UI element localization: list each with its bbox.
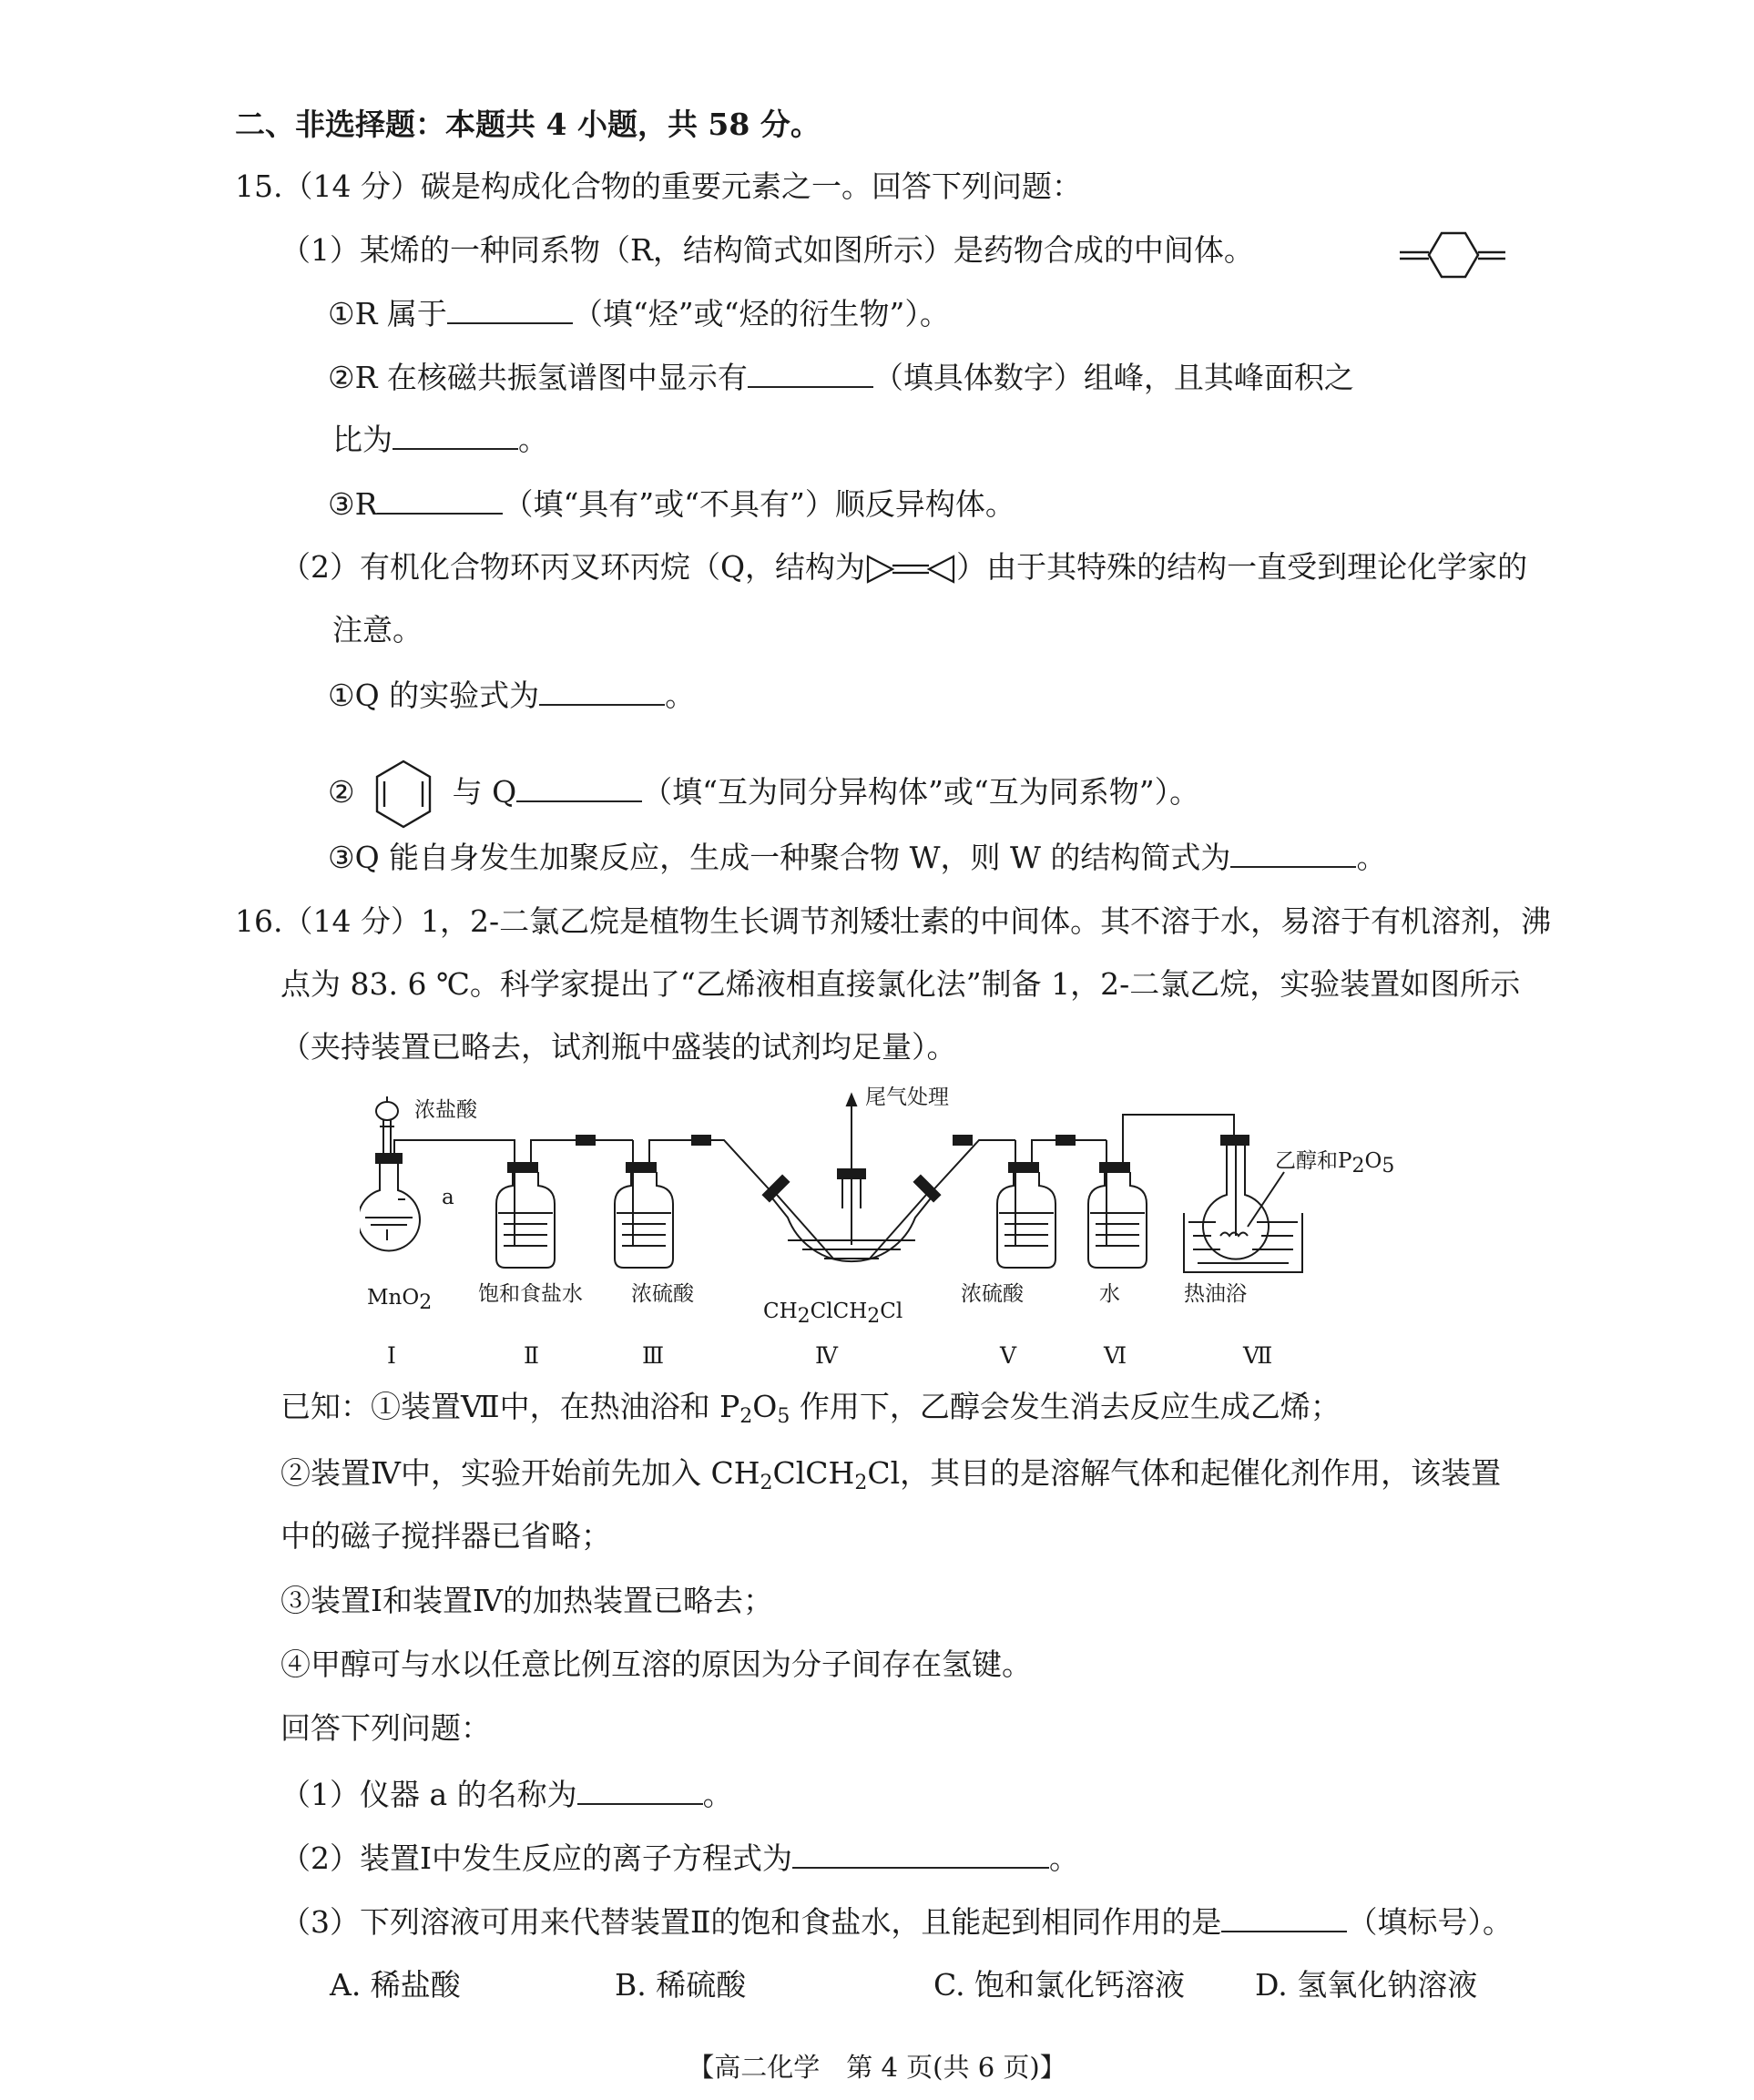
q15-p2-iii-post: 。 bbox=[1356, 840, 1387, 875]
label-III: Ⅲ bbox=[642, 1342, 665, 1369]
section-title: 二、非选择题：本题共 4 小题，共 58 分。 bbox=[235, 107, 821, 142]
label-brine: 饱和食盐水 bbox=[478, 1282, 583, 1306]
option-a[interactable]: A. 稀盐酸 bbox=[330, 1967, 461, 2003]
label-hcl: 浓盐酸 bbox=[414, 1098, 477, 1122]
q15-p2-post: ）由于其特殊的结构一直受到理论化学家的 bbox=[956, 549, 1528, 585]
q16-p1: （1）仪器 a 的名称为 。 bbox=[280, 1777, 733, 1812]
q15-p2-ii bbox=[328, 758, 1199, 831]
q16-stem-line1: 16.（14 分）1，2-二氯乙烷是植物生长调节剂矮壮素的中间体。其不溶于水，易溶于有机溶剂，沸 bbox=[235, 903, 1552, 939]
answer-prompt: 回答下列问题： bbox=[280, 1710, 491, 1746]
answer-blank[interactable] bbox=[516, 773, 642, 802]
label-water: 水 bbox=[1099, 1282, 1120, 1306]
known-1: 已知：①装置Ⅶ中，在热油浴和 $P_2O_5$ 作用下，乙醇会发生消去反应生成乙烯； bbox=[280, 1389, 1341, 1428]
q15-p1-ii-l2-pre: 比为 bbox=[332, 422, 393, 457]
q15-p1-ii bbox=[328, 359, 1354, 396]
r-structure-diagram bbox=[1398, 226, 1507, 286]
label-mno2: MnO2 bbox=[367, 1286, 433, 1314]
option-c[interactable]: C. 饱和氯化钙溶液 bbox=[933, 1967, 1186, 2003]
cyclohexadiene-diagram bbox=[372, 758, 435, 831]
q15-p1-ii-post: （填具体数字）组峰，且其峰面积之 bbox=[872, 360, 1354, 395]
q15-stem: 15.（14 分）碳是构成化合物的重要元素之一。回答下列问题： bbox=[235, 168, 1082, 204]
label-I: Ⅰ bbox=[387, 1342, 396, 1369]
known-2-line2: 中的磁子搅拌器已省略； bbox=[280, 1518, 611, 1554]
known-2: ②装置Ⅳ中，实验开始前先加入 $CH_2ClCH_2Cl$，其目的是溶解气体和起催化剂作用，该装置 bbox=[280, 1455, 1502, 1494]
q15-p1-iii-post: （填“具有”或“不具有”）顺反异构体。 bbox=[503, 486, 1015, 522]
label-dce: CH2ClCH2Cl bbox=[763, 1300, 903, 1328]
q15-p1-i-post: （填“烃”或“烃的衍生物”）。 bbox=[572, 296, 950, 331]
label-oil-bath: 热油浴 bbox=[1184, 1282, 1247, 1306]
q15-p2-line2: 注意。 bbox=[332, 612, 423, 647]
label-II: Ⅱ bbox=[524, 1342, 539, 1369]
label-a: a bbox=[442, 1186, 454, 1209]
q15-p1-i-pre: ①R 属于 bbox=[328, 296, 447, 331]
answer-blank[interactable] bbox=[377, 485, 503, 515]
label-h2so4-1: 浓硫酸 bbox=[631, 1282, 694, 1306]
option-d[interactable]: D. 氢氧化钠溶液 bbox=[1255, 1967, 1478, 2003]
q15-p1-ii-line2 bbox=[332, 421, 548, 458]
q15-p2-pre: （2）有机化合物环丙叉环丙烷（Q，结构为 bbox=[280, 549, 866, 585]
option-b[interactable]: B. 稀硫酸 bbox=[615, 1967, 747, 2003]
q15-p1-iii-pre: ③R bbox=[328, 486, 378, 522]
q15-p2-ii-mid: 与 Q bbox=[452, 774, 517, 810]
q15-p2-ii-num: ② bbox=[328, 774, 355, 810]
label-VII: Ⅶ bbox=[1243, 1342, 1273, 1369]
answer-blank[interactable] bbox=[447, 295, 573, 324]
label-h2so4-2: 浓硫酸 bbox=[961, 1282, 1024, 1306]
known-3: ③装置Ⅰ和装置Ⅳ的加热装置已略去； bbox=[280, 1583, 774, 1618]
q16-stem-line2: 点为 83. 6 ℃。科学家提出了“乙烯液相直接氯化法”制备 1，2-二氯乙烷，实验装置如图所示 bbox=[280, 966, 1521, 1002]
q16-p2: （2）装置Ⅰ中发生反应的离子方程式为 。 bbox=[280, 1840, 1080, 1876]
answer-blank[interactable] bbox=[1230, 839, 1356, 868]
answer-blank[interactable] bbox=[1221, 1903, 1347, 1932]
q-structure-diagram bbox=[865, 554, 956, 585]
q15-p2-iii-pre: ③Q 能自身发生加聚反应，生成一种聚合物 W，则 W 的结构简式为 bbox=[328, 840, 1231, 875]
label-IV: Ⅳ bbox=[815, 1342, 838, 1369]
q15-p2-i-post: 。 bbox=[665, 678, 696, 713]
answer-blank[interactable] bbox=[792, 1840, 1049, 1869]
answer-blank[interactable] bbox=[539, 677, 665, 706]
q15-p2-iii bbox=[328, 839, 1386, 876]
q15-p2-ii-post: （填“互为同分异构体”或“互为同系物”）。 bbox=[642, 774, 1200, 810]
answer-blank[interactable] bbox=[748, 359, 873, 388]
q15-p2-i bbox=[328, 677, 695, 714]
known-4: ④甲醇可与水以任意比例互溶的原因为分子间存在氢键。 bbox=[280, 1646, 1032, 1682]
label-exhaust: 尾气处理 bbox=[865, 1086, 949, 1109]
answer-blank[interactable] bbox=[577, 1776, 703, 1805]
q16-p3: （3）下列溶液可用来代替装置Ⅱ的饱和食盐水，且能起到相同作用的是 （填标号）。 bbox=[280, 1904, 1513, 1940]
q15-p1-text: （1）某烯的一种同系物（R，结构简式如图所示）是药物合成的中间体。 bbox=[280, 232, 1254, 268]
label-V: Ⅴ bbox=[1000, 1342, 1017, 1369]
q15-p1-iii bbox=[328, 485, 1015, 523]
label-ethanol: 乙醇和P2O5 bbox=[1275, 1149, 1395, 1177]
q15-p1-ii-pre: ②R 在核磁共振氢谱图中显示有 bbox=[328, 360, 748, 395]
apparatus-diagram bbox=[360, 1086, 1434, 1377]
q15-p1-ii-l2-post: 。 bbox=[518, 422, 548, 457]
q15-p2-text bbox=[280, 549, 1527, 586]
q16-stem-line3: （夹持装置已略去，试剂瓶中盛装的试剂均足量）。 bbox=[280, 1029, 957, 1065]
page-footer: 【高二化学 第 4 页(共 6 页)】 bbox=[688, 2052, 1066, 2083]
label-VI: Ⅵ bbox=[1104, 1342, 1127, 1369]
q15-p1-i bbox=[328, 295, 950, 332]
answer-blank[interactable] bbox=[393, 421, 518, 450]
q15-p2-i-pre: ①Q 的实验式为 bbox=[328, 678, 540, 713]
